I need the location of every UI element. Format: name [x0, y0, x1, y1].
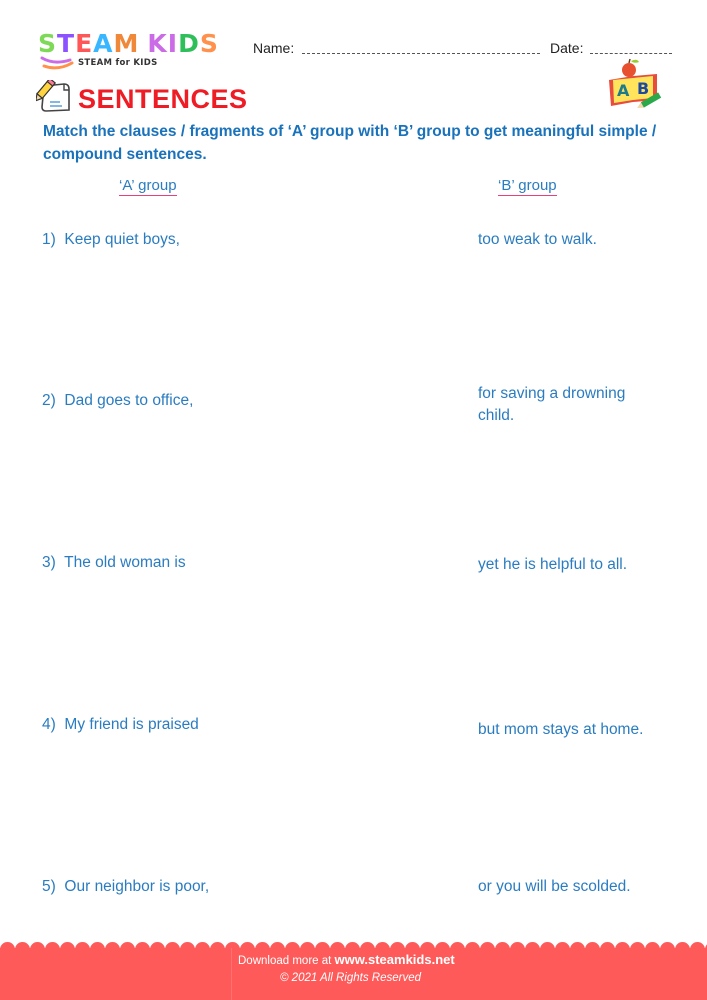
group-b-item-4[interactable]: but mom stays at home.: [478, 721, 644, 738]
footer: [0, 940, 707, 1000]
group-a-item-1[interactable]: [42, 229, 372, 251]
group-b-header: ‘B’ group: [498, 177, 557, 194]
logo-wordmark: [38, 30, 219, 58]
group-a-header: ‘A’ group: [119, 177, 177, 194]
svg-text:B: B: [637, 79, 650, 98]
date-label: Date:: [550, 40, 584, 56]
date-input-line[interactable]: [590, 53, 672, 54]
item-number: 3): [42, 554, 56, 571]
copyright-text: © 2021 All Rights Reserved: [280, 972, 422, 984]
smile-swoosh-icon: [40, 56, 76, 72]
item-text: The old woman is: [64, 554, 186, 571]
logo-letter: T: [57, 29, 76, 58]
name-label: Name:: [253, 40, 295, 56]
logo-letter: E: [75, 29, 94, 58]
group-a-item-3[interactable]: [42, 552, 372, 574]
group-a-item-2[interactable]: [42, 390, 372, 412]
website-link[interactable]: www.steamkids.net: [334, 952, 455, 967]
footer-download-text: [238, 952, 455, 967]
group-b-item-1[interactable]: too weak to walk.: [478, 231, 597, 248]
logo-letter: I: [167, 29, 179, 58]
logo-letter: D: [178, 29, 200, 58]
logo-letter: S: [38, 29, 58, 58]
name-input-line[interactable]: [302, 53, 540, 54]
item-number: 2): [42, 392, 56, 409]
instructions: Match the clauses / fragments of ‘A’ group with ‘B’ group to get meaningful simple / compound sentences.: [43, 123, 657, 163]
group-a-item-5[interactable]: [42, 876, 372, 898]
item-number: 5): [42, 878, 56, 895]
logo-letter: K: [147, 29, 168, 58]
logo-letter: M: [113, 29, 140, 58]
item-text: Dad goes to office,: [64, 392, 194, 409]
steam-kids-logo: [38, 30, 238, 70]
item-number: 1): [42, 231, 56, 248]
item-text: My friend is praised: [64, 716, 199, 733]
group-b-item-3[interactable]: yet he is helpful to all.: [478, 556, 628, 573]
group-b-item-5[interactable]: or you will be scolded.: [478, 878, 631, 895]
item-number: 4): [42, 716, 56, 733]
ab-book-icon: [603, 58, 667, 112]
footer-divider: [231, 948, 232, 1000]
item-text: Keep quiet boys,: [64, 231, 180, 248]
download-prefix: Download more at: [238, 955, 332, 967]
group-a-item-4[interactable]: [42, 714, 372, 736]
logo-tagline: STEAM for KIDS: [78, 58, 158, 68]
svg-text:A: A: [617, 81, 630, 100]
group-b-item-2[interactable]: for saving a drowning child.: [478, 385, 626, 424]
logo-letter: A: [93, 29, 114, 58]
pencil-paper-icon: [36, 80, 72, 114]
page-title: SENTENCES: [78, 84, 248, 114]
logo-letter: S: [199, 29, 219, 58]
item-text: Our neighbor is poor,: [64, 878, 210, 895]
